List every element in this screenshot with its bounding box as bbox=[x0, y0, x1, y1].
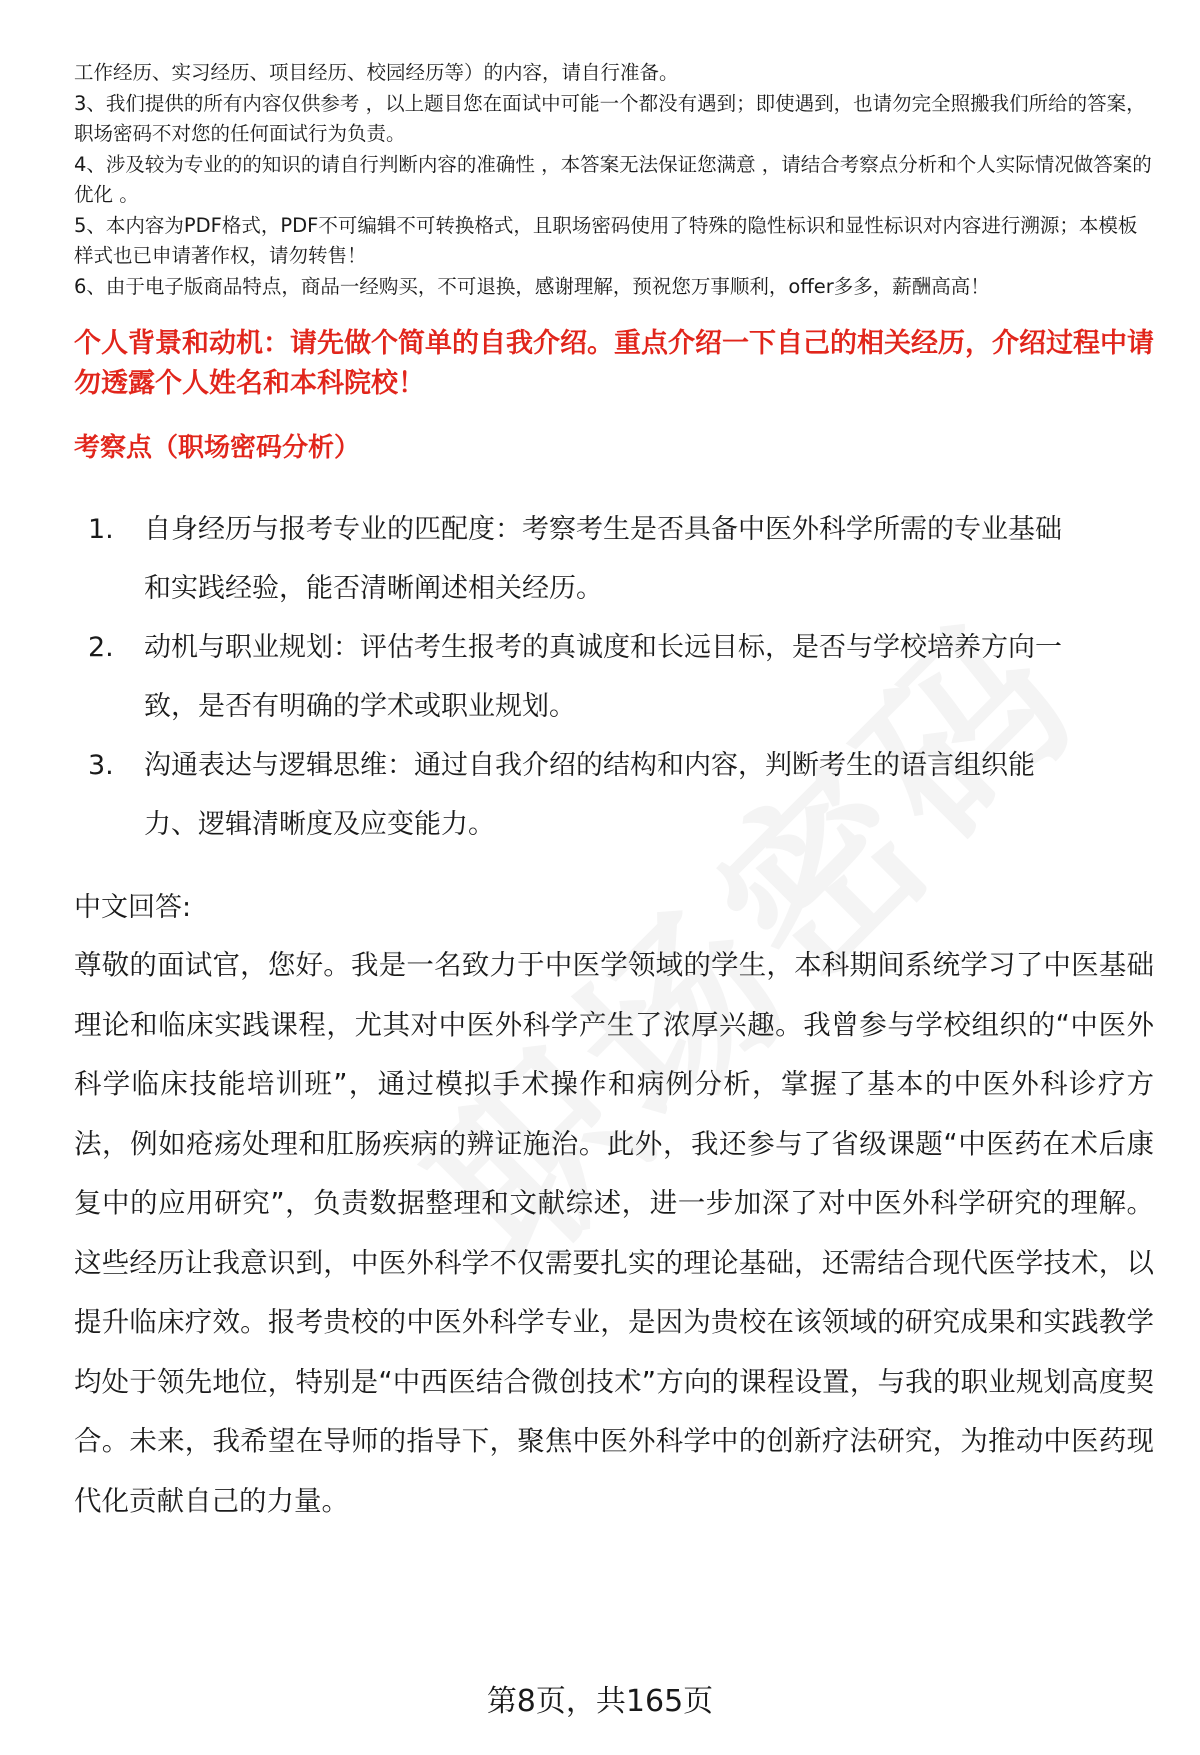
notice-line: 4、涉及较为专业的的知识的请自行判断内容的准确性 ，本答案无法保证您满意 ，请结合考察点分析和个人实际情况做答案的优化 。 bbox=[74, 152, 1152, 206]
interview-question: 个人背景和动机：请先做个简单的自我介绍。重点介绍一下自己的相关经历，介绍过程中请勿透露个人姓名和本科院校！ bbox=[74, 328, 1154, 399]
point-text: 沟通表达与逻辑思维：通过自我介绍的结构和内容，判断考生的语言组织能力、逻辑清晰度及应变能力。 bbox=[144, 750, 1035, 840]
answer-body: 尊敬的面试官，您好。我是一名致力于中医学领域的学生，本科期间系统学习了中医基础理论和临床实践课程，尤其对中医外科学产生了浓厚兴趣。我曾参与学校组织的“中医外科学临床技能培训班”，通过模拟手术操作和病例分析，掌握了基本的中医外科诊疗方法，例如疮疡处理和肛肠疾病的辨证施治。此外，我还参与了省级课题“中医药在术后康复中的应用研究”，负责数据整理和文献综述，进一步加深了对中医外科学研究的理解。这些经历让我意识到，中医外科学不仅需要扎实的理论基础，还需结合现代医学技术，以提升临床疗效。报考贵校的中医外科学专业，是因为贵校在该领域的研究成果和实践教学均处于领先地位，特别是“中西医结合微创技术”方向的课程设置，与我的职业规划高度契合。未来，我希望在导师的指导下，聚焦中医外科学中的创新疗法研究，为推动中医药现代化贡献自己的力量。 bbox=[74, 949, 1154, 1517]
document-page bbox=[74, 58, 1154, 1531]
notice-line: 工作经历、实习经历、项目经历、校园经历等）的内容，请自行准备。 bbox=[74, 61, 679, 84]
notice-line: 5、本内容为PDF格式，PDF不可编辑不可转换格式，且职场密码使用了特殊的隐性标识和显性标识对内容进行溯源；本模板样式也已申请著作权，请勿转售！ bbox=[74, 213, 1138, 267]
point-text: 自身经历与报考专业的匹配度：考察考生是否具备中医外科学所需的专业基础和实践经验，能否清晰阐述相关经历。 bbox=[144, 514, 1062, 604]
analysis-title: 考察点（职场密码分析） bbox=[74, 433, 361, 463]
analysis-point bbox=[74, 618, 1154, 736]
page-number: 第8页，共165页 bbox=[486, 1684, 714, 1719]
analysis-point bbox=[74, 736, 1154, 854]
answer-label: 中文回答: bbox=[74, 892, 192, 923]
analysis-point bbox=[74, 500, 1154, 618]
point-text: 动机与职业规划：评估考生报考的真诚度和长远目标，是否与学校培养方向一致，是否有明确的学术或职业规划。 bbox=[144, 632, 1062, 722]
point-number: 2. bbox=[88, 632, 114, 663]
notice-section bbox=[74, 58, 1154, 302]
notice-line: 3、我们提供的所有内容仅供参考 ，以上题目您在面试中可能一个都没有遇到；即使遇到，也请勿完全照搬我们所给的答案，职场密码不对您的任何面试行为负责。 bbox=[74, 91, 1146, 145]
analysis-points bbox=[74, 500, 1154, 854]
point-number: 3. bbox=[88, 750, 114, 781]
point-number: 1. bbox=[88, 514, 114, 545]
notice-line: 6、由于电子版商品特点，商品一经购买，不可退换，感谢理解，预祝您万事顺利，offer多多，薪酬高高！ bbox=[74, 274, 990, 298]
